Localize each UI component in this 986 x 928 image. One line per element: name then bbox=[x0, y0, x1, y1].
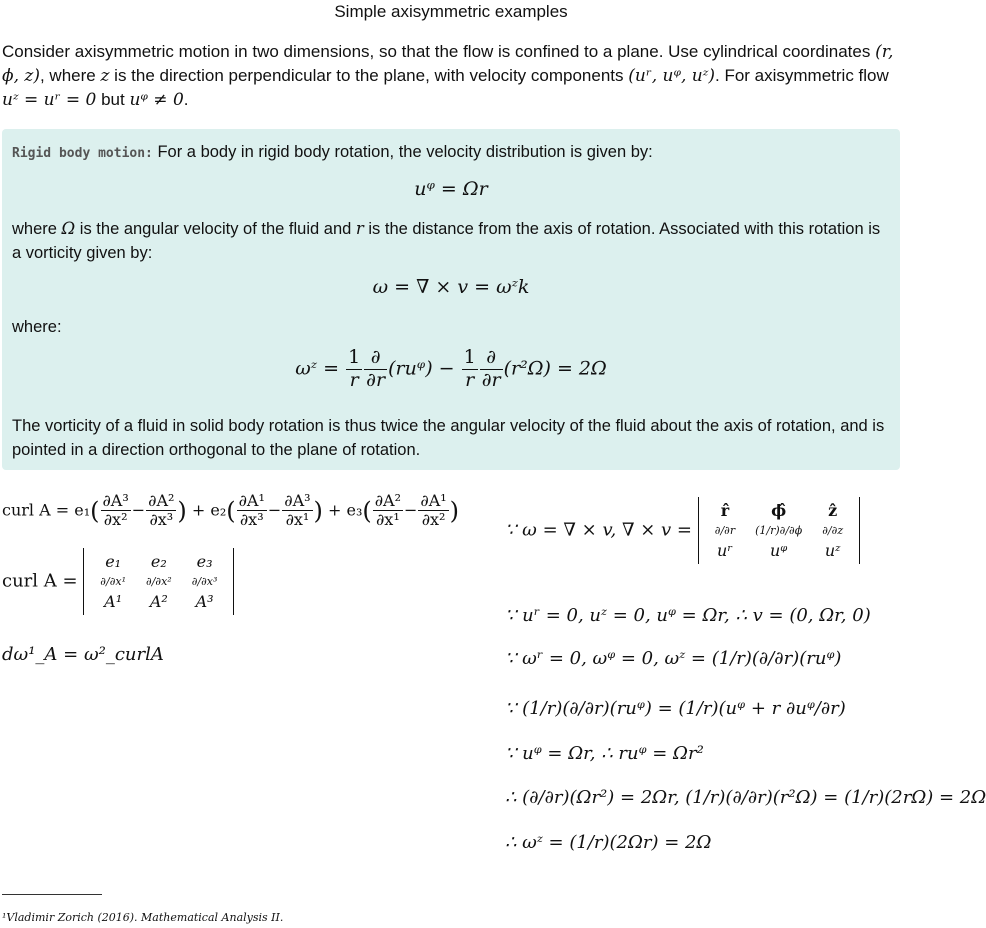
footnote: ¹Vladimir Zorich (2016). Mathematical Analysis II. bbox=[2, 911, 284, 924]
velocity-derivation: ∵ uʳ = 0, uᶻ = 0, uᵠ = Ωr, ∴ v = (0, Ωr, 0) bbox=[505, 605, 871, 626]
z-variable: z bbox=[100, 66, 110, 86]
callout-conclusion: The vorticity of a fluid in solid body rotation is thus twice the angular velocity of the fluid about the axis of rotation, and is pointed in a direction orthogonal to the plane of rotation. bbox=[12, 417, 885, 459]
curl-determinant bbox=[2, 548, 234, 615]
callout-text: where bbox=[12, 220, 62, 238]
intro-text: , where bbox=[39, 66, 101, 85]
differential-form-equation: dω¹_A = ω²_curlA bbox=[2, 644, 164, 665]
product-rule-derivation: ∵ (1/r)(∂/∂r)(ruᵠ) = (1/r)(uᵠ + r ∂uᵠ/∂r) bbox=[505, 698, 846, 719]
determinant: r̂ ϕ̂ ẑ ∂/∂r (1/r)∂/∂ϕ ∂/∂z uʳ uᵠ uᶻ bbox=[698, 497, 860, 564]
derivative-derivation: ∴ (∂/∂r)(Ωr²) = 2Ωr, (1/r)(∂/∂r)(r²Ω) = (1/r)(2rΩ) = 2Ω bbox=[505, 787, 986, 808]
velocity-equation: uᵠ = Ωr bbox=[414, 178, 488, 200]
r-variable: r bbox=[355, 219, 364, 238]
velocity-math: (uʳ, uᵠ, uᶻ) bbox=[628, 66, 715, 86]
page-title: Simple axisymmetric examples bbox=[334, 2, 568, 21]
rigid-body-callout bbox=[2, 129, 900, 470]
condition-math: uᵠ ≠ 0 bbox=[129, 90, 184, 110]
eq-term: (r²Ω) = 2Ω bbox=[503, 357, 607, 380]
curl-expansion: curl A = e₁( $\frac{\text{∂A³}}{\text{∂x²}}$ − $\frac{\text{∂A²}}{\text{∂x³}}$ ) + e₂( $\frac{\text{∂A¹}}{\text{∂x³}}$ − $\frac{\text{∂A³}}{\text{∂x¹}}$ ) + e₃( $\frac{\text{∂A²}}{\text{∂x¹}}$ − $\frac{\text{∂A¹}}{\text{∂x²}}$ ) bbox=[2, 491, 460, 530]
vorticity-derivation: ∵ ωʳ = 0, ωᵠ = 0, ωᶻ = (1/r)(∂/∂r)(ruᵠ) bbox=[505, 648, 842, 669]
callout-intro bbox=[12, 140, 892, 166]
fraction: $\frac{\partial}{\partial r}$ bbox=[366, 346, 386, 391]
callout-text-2 bbox=[12, 217, 892, 265]
intro-text: . For axisymmetric flow bbox=[715, 66, 889, 85]
footnote-divider bbox=[2, 894, 102, 895]
condition-math: uᶻ = uʳ = 0 bbox=[2, 90, 97, 110]
fraction: $\frac{1}{r}$ bbox=[348, 346, 361, 391]
intro-text: is the direction perpendicular to the plane, with velocity components bbox=[109, 66, 629, 85]
curl-lhs: curl A = e₁ bbox=[2, 500, 91, 520]
curl-lhs: curl A = bbox=[2, 570, 78, 592]
eq-lhs: ωᶻ = bbox=[295, 357, 340, 380]
substitution-derivation: ∵ uᵠ = Ωr, ∴ ruᵠ = Ωr² bbox=[505, 743, 704, 764]
callout-label: Rigid body motion: bbox=[12, 146, 153, 161]
callout-text: is the angular velocity of the fluid and bbox=[75, 220, 356, 238]
curl-velocity-determinant bbox=[505, 497, 860, 564]
intro-paragraph bbox=[2, 40, 898, 112]
determinant: e₁ e₂ e₃ ∂/∂x¹ ∂/∂x² ∂/∂x³ A¹ A² A³ bbox=[83, 548, 234, 615]
curl-velocity-lhs: ∵ ω = ∇ × v, ∇ × v = bbox=[505, 519, 693, 541]
vorticity-equation: ω = ∇ × v = ωᶻk bbox=[372, 276, 530, 298]
intro-text: but bbox=[96, 90, 130, 109]
coords-math: (r, ϕ, z) bbox=[2, 42, 894, 86]
result-derivation: ∴ ωᶻ = (1/r)(2Ωr) = 2Ω bbox=[505, 832, 712, 853]
eq-term: (ruᵠ) − bbox=[388, 357, 455, 380]
vorticity-z-equation bbox=[2, 347, 900, 392]
intro-text: . bbox=[183, 90, 189, 109]
intro-text: Consider axisymmetric motion in two dimensions, so that the flow is confined to a plane. Use cylindrical coordinates bbox=[2, 42, 876, 61]
callout-text: For a body in rigid body rotation, the velocity distribution is given by: bbox=[152, 143, 653, 161]
where-label: where: bbox=[12, 318, 62, 336]
fraction: $\frac{\partial}{\partial r}$ bbox=[481, 346, 501, 391]
callout-text: is the distance from the axis of rotation. Associated with this rotation is a vorticity given by: bbox=[12, 220, 881, 262]
omega-symbol: Ω bbox=[61, 219, 76, 238]
fraction: $\frac{1}{r}$ bbox=[463, 346, 476, 391]
